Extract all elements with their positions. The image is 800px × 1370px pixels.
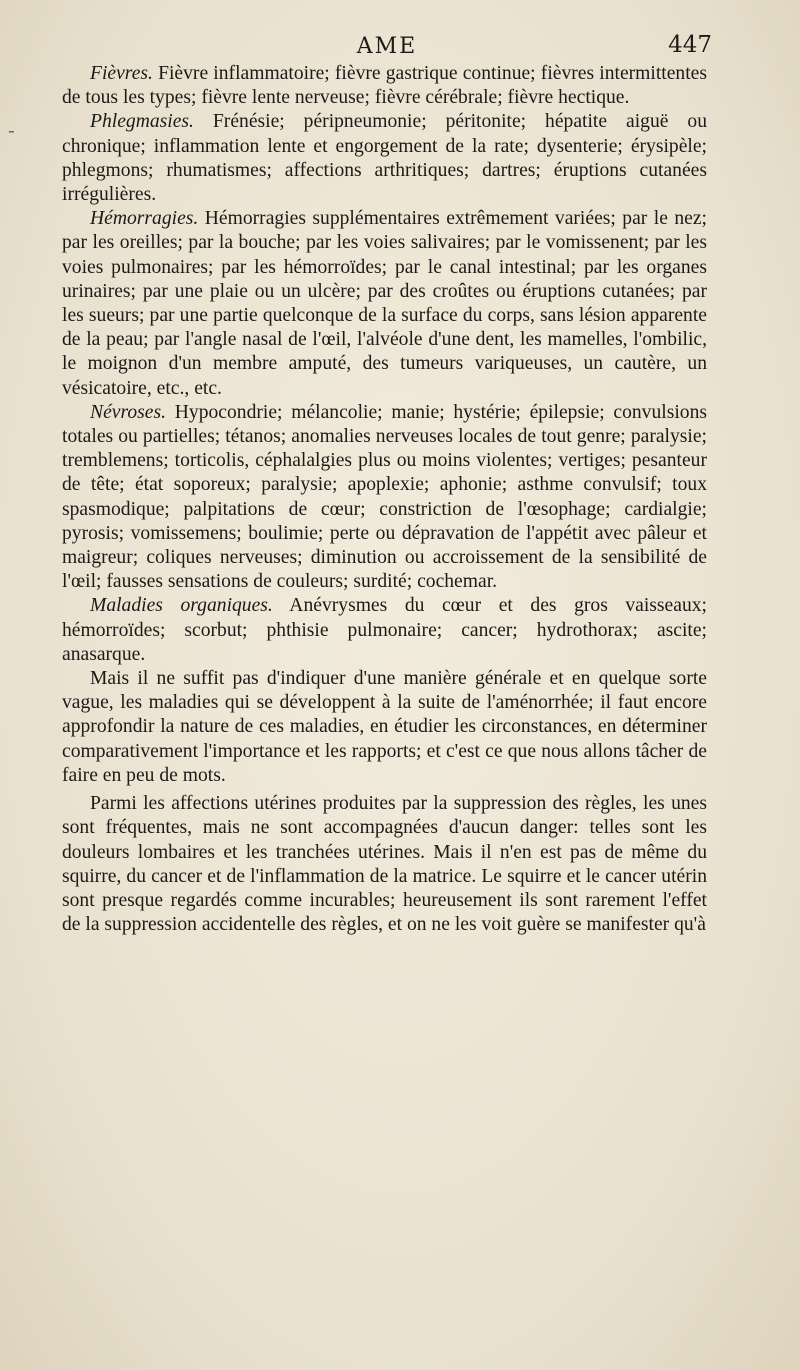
paragraph-text: Hémorragies supplémentaires extrêmement variées; par le nez; par les oreilles; par la bouche; par les voies salivaires; par le vomissenent; par les voies pulmonaires; par les hémorroïdes; par le canal intestinal; par les organes urinaires; par une plaie ou un ulcère; par des croûtes ou éruptions cutanées; par les sueurs; par une partie quelconque de la surface du corps, sans lésion apparente de la peau; par l'angle nasal de l'œil, l'alvéole d'une dent, les mamelles, l'ombilic, le moignon d'un membre amputé, des tumeurs variqueuses, un cautère, un vésicatoire, etc., etc. — [62, 208, 707, 399]
margin-mark: - — [8, 118, 15, 142]
paragraph-fievres — [62, 62, 707, 110]
running-head — [62, 34, 712, 64]
paragraph-mais-il-ne-suffit — [62, 667, 707, 788]
rubric: Phlegmasies. — [90, 111, 194, 133]
paragraph-text: Frénésie; péripneumonie; péritonite; hépatite aiguë ou chronique; inflammation lente et engorgement de la rate; dysenterie; érysipèle; phlegmons; rhumatismes; affections arthritiques; dartres; éruptions cutanées irrégulières. — [62, 111, 707, 206]
paragraph-maladies-organiques — [62, 594, 707, 667]
paragraph-text: Hypocondrie; mélancolie; manie; hystérie; épilepsie; convulsions totales ou partielles; tétanos; anomalies nerveuses locales de tout genre; paralysie; tremblemens; torticolis, céphalalgies plus ou moins violentes; vertiges; pesanteur de tête; état soporeux; paralysie; apoplexie; aphonie; asthme convulsif; toux spasmodique; palpitations de cœur; constriction de l'œsophage; cardialgie; pyrosis; vomissemens; boulimie; perte ou dépravation de l'appétit avec pâleur et maigreur; coliques nerveuses; diminution ou accroissement de la sensibilité de l'œil; fausses sensations de couleurs; surdité; cochemar. — [62, 401, 707, 593]
rubric: Hémorragies. — [90, 208, 199, 230]
rubric: Fièvres. — [90, 63, 153, 84]
paragraph-text: Parmi les affections utérines produites par la suppression des règles, les unes sont fréquentes, mais ne sont accompagnées d'aucun danger: telles sont les douleurs lombaires et les tranchées utérines. Mais il n'en est pas de même du squirre, du cancer et de l'inflammation de la matrice. Le squirre et le cancer utérin sont presque regardés comme incurables; heureusement ils sont rarement l'effet de la suppression accidentelle des règles, et on ne les voit guère se manifester qu'à — [62, 793, 707, 936]
paragraph-nevroses — [62, 401, 707, 595]
rubric: Névroses. — [90, 401, 167, 423]
paragraph-text: Anévrysmes du cœur et des gros vaisseaux; hémorroïdes; scorbut; phthisie pulmonaire; cancer; hydrothorax; ascite; anasarque. — [62, 595, 707, 665]
paragraph-text: Mais il ne suffit pas d'indiquer d'une manière générale et en quelque sorte vague, les maladies qui se développent à la suite de l'aménorrhée; il faut encore approfondir la nature de ces maladies, en étudier les circonstances, en déterminer comparativement l'importance et les rapports; et c'est ce que nous allons tâcher de faire en peu de mots. — [62, 668, 707, 786]
page-number: 447 — [668, 32, 712, 58]
paragraph-hemorragies — [62, 207, 707, 401]
body-text — [62, 62, 707, 937]
paragraph-phlegmasies — [62, 110, 707, 207]
paragraph-text: Fièvre inflammatoire; fièvre gastrique continue; fièvres intermittentes de tous les types; fièvre lente nerveuse; fièvre cérébrale; fièvre hectique. — [62, 63, 707, 109]
rubric: Maladies organiques. — [90, 595, 273, 617]
running-title: AME — [356, 34, 418, 59]
paragraph-parmi-les-affections — [62, 792, 707, 937]
